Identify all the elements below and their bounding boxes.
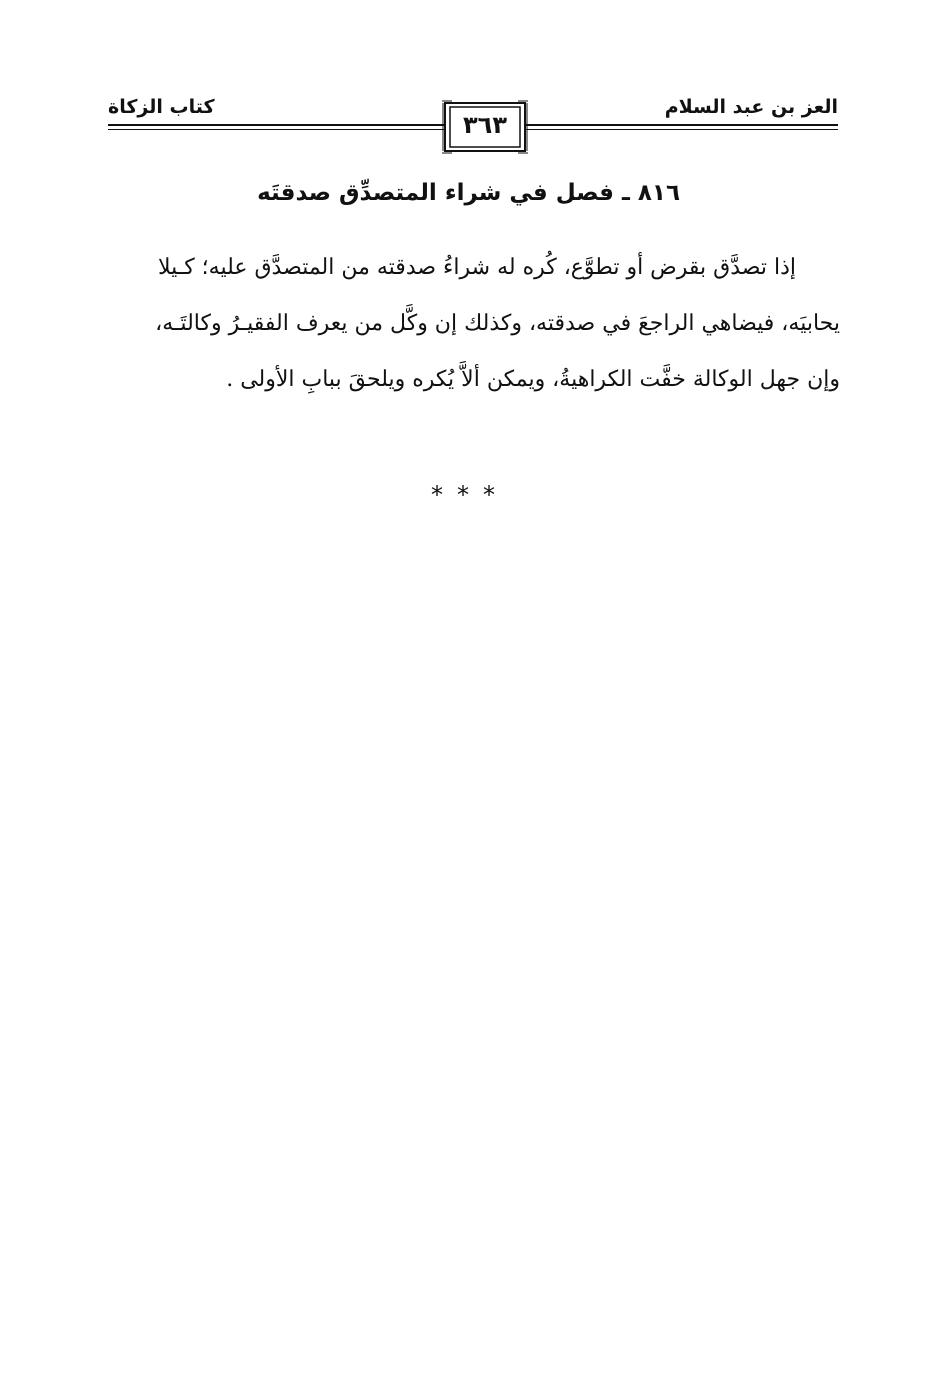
body-line: وإن جهل الوكالة خفَّت الكراهيةُ، ويمكن ألاَّ يُكره ويلحقَ ببابِ الأولى . (226, 367, 840, 392)
body-paragraph (118, 240, 840, 408)
header-rule-right (526, 124, 838, 126)
body-line: يحابيَه، فيضاهي الراجعَ في صدقته، وكذلك إن وكَّل من يعرف الفقيـرُ وكالتَـه، (155, 311, 840, 336)
header-rule-left-thin (108, 129, 444, 130)
section-separator: *** (431, 481, 509, 509)
page-number: ٣٦٣ (463, 111, 507, 139)
page-number-frame (442, 100, 528, 154)
section-heading: ٨١٦ ـ فصل في شراء المتصدِّق صدقتَه (257, 180, 680, 206)
header-rule-left (108, 124, 444, 126)
header-author: العز بن عبد السلام (664, 96, 838, 118)
body-line: إذا تصدَّق بقرض أو تطوَّع، كُره له شراءُ صدقته من المتصدَّق عليه؛ كـيلا (157, 255, 796, 280)
header-rule-right-thin (526, 129, 838, 130)
header-book-title: كتاب الزكاة (108, 96, 215, 118)
